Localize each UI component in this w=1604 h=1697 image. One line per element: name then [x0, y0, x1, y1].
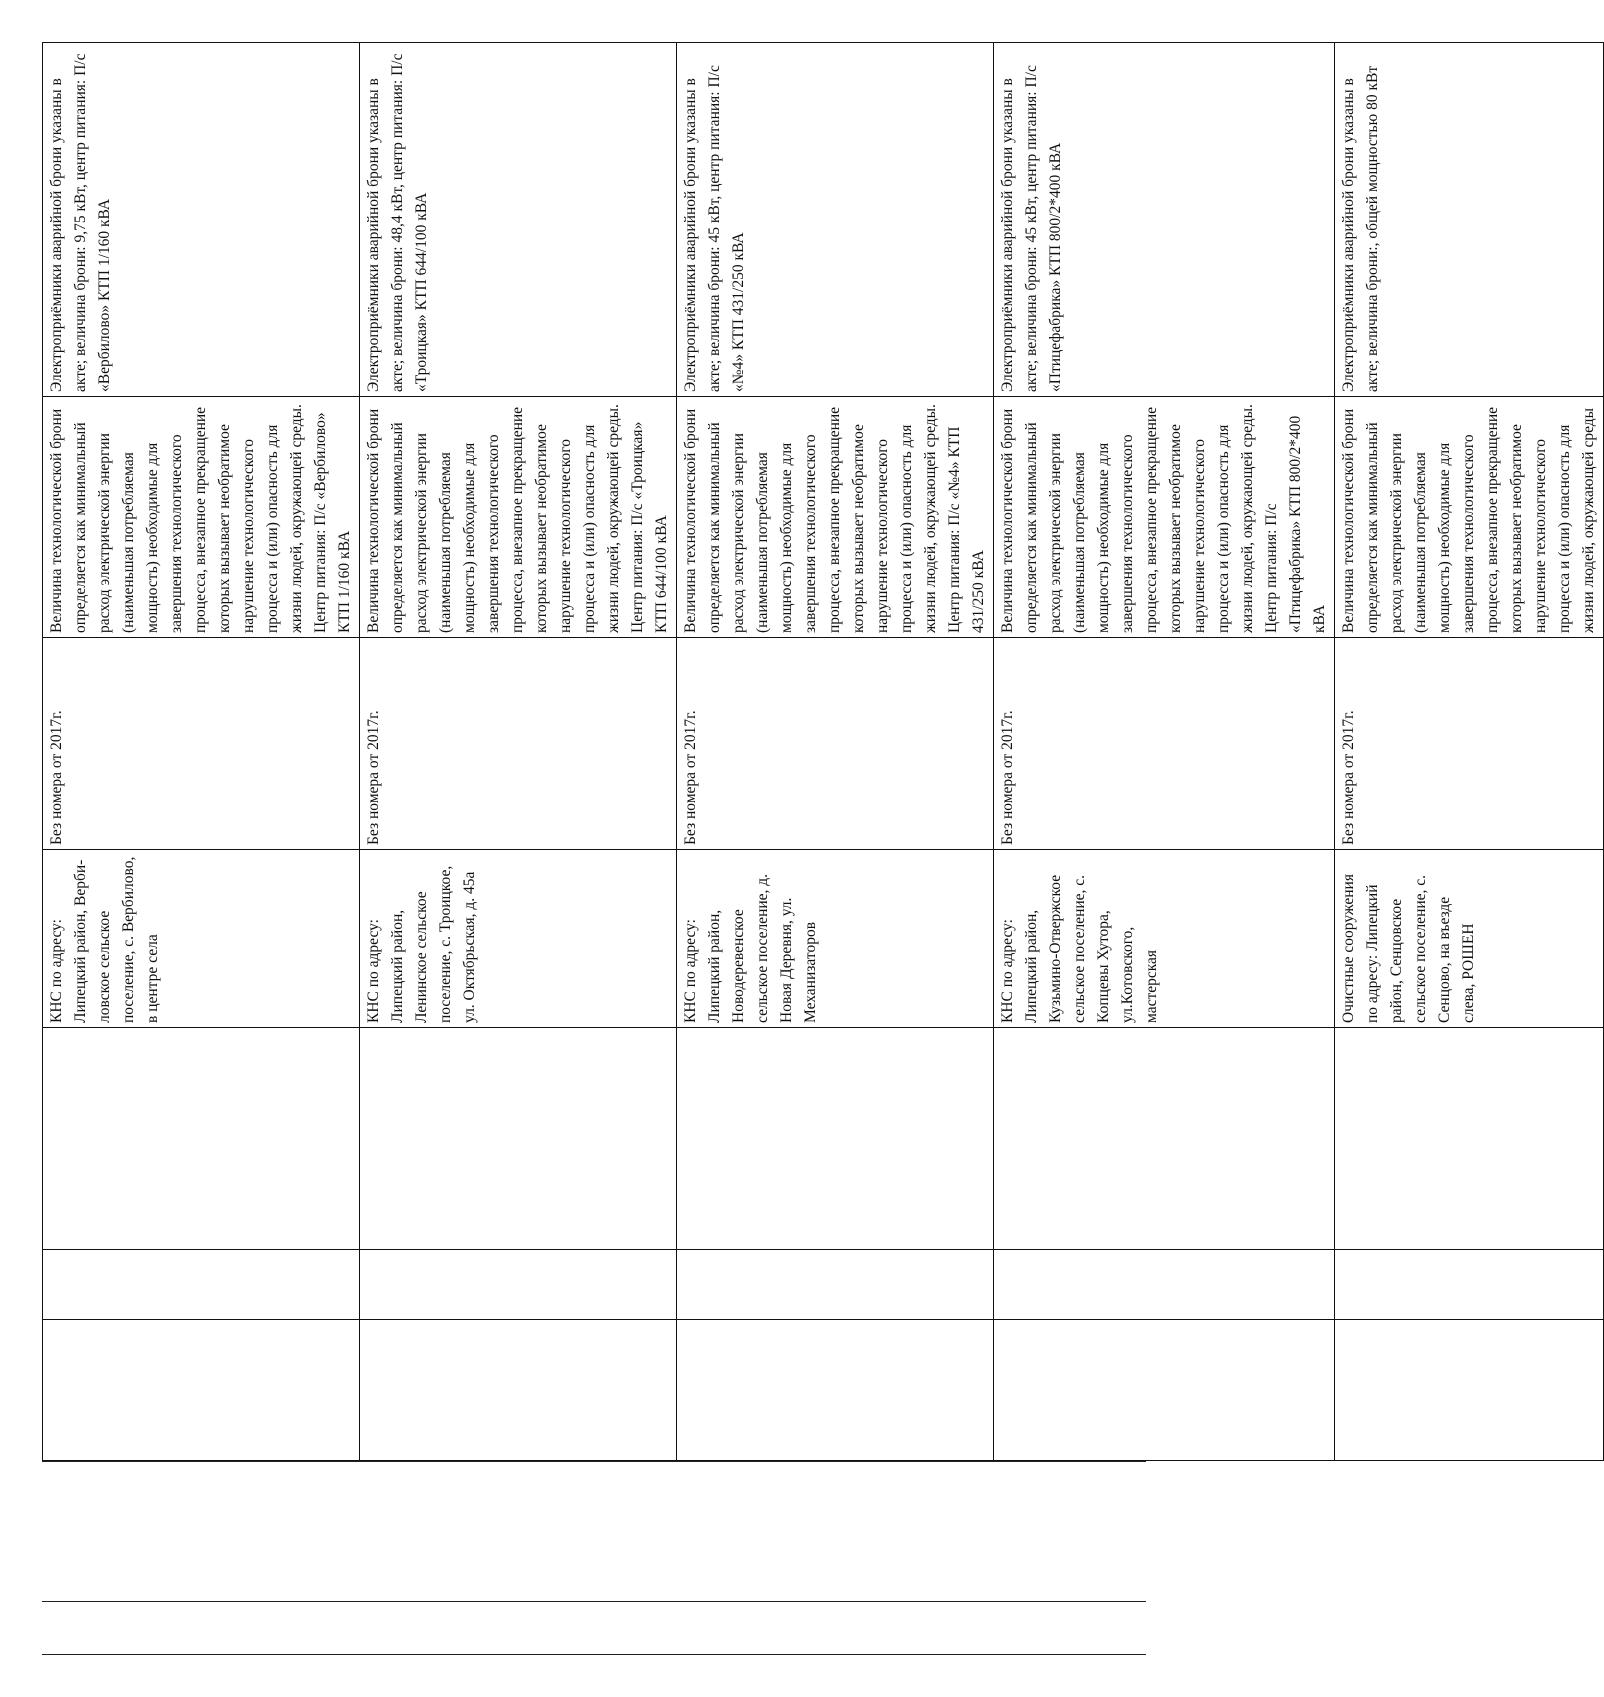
tech-reserve-cell: Величина технологической брони определяется как минимальный расход электрической энергии (наименьшая потребляемая мощность) необходимые для завершения технологического процесса, внезапное прекращение которых вызывает необратимое нарушение технологического процесса и (или) опасность для жизни людей, окружающей среды. Центр питания: П/с «Птицефабрика» КТП 800/2*400 кВА — [994, 397, 1335, 638]
blank-cell — [1335, 1250, 1604, 1320]
table-row — [43, 43, 360, 1461]
reservation-table — [42, 42, 1604, 1461]
rule-line — [42, 1654, 1146, 1655]
emergency-reserve-cell: Электроприёмники аварийной брони указаны в акте; величина брони: 45 кВт, центр питания: П/с «Птицефабрика» КТП 800/2*400 кВА — [994, 43, 1335, 397]
blank-cell — [994, 1320, 1335, 1461]
blank-cell — [994, 1250, 1335, 1320]
blank-cell — [360, 1028, 677, 1250]
table-row — [677, 43, 994, 1461]
emergency-reserve-cell: Электроприёмники аварийной брони указаны в акте; величина брони: 45 кВт, центр питания: П/с «№4» КТП 431/250 кВА — [677, 43, 994, 397]
blank-cell — [677, 1028, 994, 1250]
blank-cell — [43, 1250, 360, 1320]
blank-cell — [677, 1250, 994, 1320]
rotated-table-container — [42, 43, 1597, 1461]
object-cell: КНС по адресу: Липецкий район, Кузьмино-Отвержское сельское поселение, с. Копцевы Хутора, ул.Котовского, мастерская — [994, 850, 1335, 1028]
tech-reserve-cell: Величина технологической брони определяется как минимальный расход электрической энергии (наименьшая потребляемая мощность) необходимые для завершения технологического процесса, внезапное прекращение которых вызывает необратимое нарушение технологического процесса и (или) опасность для жизни людей, окружающей среды — [1335, 397, 1604, 638]
blank-cell — [43, 1320, 360, 1461]
act-cell: Без номера от 2017г. — [43, 638, 360, 850]
table-row — [360, 43, 677, 1461]
act-cell: Без номера от 2017г. — [360, 638, 677, 850]
blank-cell — [360, 1320, 677, 1461]
blank-cell — [1335, 1028, 1604, 1250]
emergency-reserve-cell: Электроприёмники аварийной брони указаны в акте; величина брони: 9,75 кВт, центр питания: П/с «Вербилово» КТП 1/160 кВА — [43, 43, 360, 397]
table-row — [994, 43, 1335, 1461]
object-cell: Очистные сооружения по адресу: Липецкий район, Сенцовское сельское поселение, с. Сенцово, на въезде слева, РОШЕН — [1335, 850, 1604, 1028]
object-cell: КНС по адресу: Липецкий район, Ленинское сельское поселение, с. Троицкое, ул. Октябрьская, д. 45а — [360, 850, 677, 1028]
blank-cell — [360, 1250, 677, 1320]
act-cell: Без номера от 2017г. — [677, 638, 994, 850]
act-cell: Без номера от 2017г. — [1335, 638, 1604, 850]
emergency-reserve-cell: Электроприёмники аварийной брони указаны в акте; величина брони: 48,4 кВт, центр питания: П/с «Троицкая» КТП 644/100 кВА — [360, 43, 677, 397]
blank-cell — [43, 1028, 360, 1250]
tech-reserve-cell: Величина технологической брони определяется как минимальный расход электрической энергии (наименьшая потребляемая мощность) необходимые для завершения технологического процесса, внезапное прекращение которых вызывает необратимое нарушение технологического процесса и (или) опасность для жизни людей, окружающей среды. Центр питания: П/с «№4» КТП 431/250 кВА — [677, 397, 994, 638]
tech-reserve-cell: Величина технологической брони определяется как минимальный расход электрической энергии (наименьшая потребляемая мощность) необходимые для завершения технологического процесса, внезапное прекращение которых вызывает необратимое нарушение технологического процесса и (или) опасность для жизни людей, окружающей среды. Центр питания: П/с «Троицкая» КТП 644/100 кВА — [360, 397, 677, 638]
blank-cell — [1335, 1320, 1604, 1461]
emergency-reserve-cell: Электроприёмники аварийной брони указаны в акте; величина брони:, общей мощностью 80 кВт — [1335, 43, 1604, 397]
act-cell: Без номера от 2017г. — [994, 638, 1335, 850]
tech-reserve-cell: Величина технологической брони определяется как минимальный расход электрической энергии (наименьшая потребляемая мощность) необходимые для завершения технологического процесса, внезапное прекращение которых вызывает необратимое нарушение технологического процесса и (или) опасность для жизни людей, окружающей среды. Центр питания: П/с «Вербилово» КТП 1/160 кВА — [43, 397, 360, 638]
blank-cell — [677, 1320, 994, 1461]
blank-cell — [994, 1028, 1335, 1250]
table-row — [1335, 43, 1604, 1461]
rule-line — [42, 1601, 1146, 1602]
object-cell: КНС по адресу: Липецкий район, Вербиловское сельское поселение, с. Вербилово, в центре села — [43, 850, 360, 1028]
rule-line — [42, 1461, 1146, 1462]
object-cell: КНС по адресу: Липецкий район, Новодеревенское сельское поселение, д. Новая Деревня, ул. Механизаторов — [677, 850, 994, 1028]
